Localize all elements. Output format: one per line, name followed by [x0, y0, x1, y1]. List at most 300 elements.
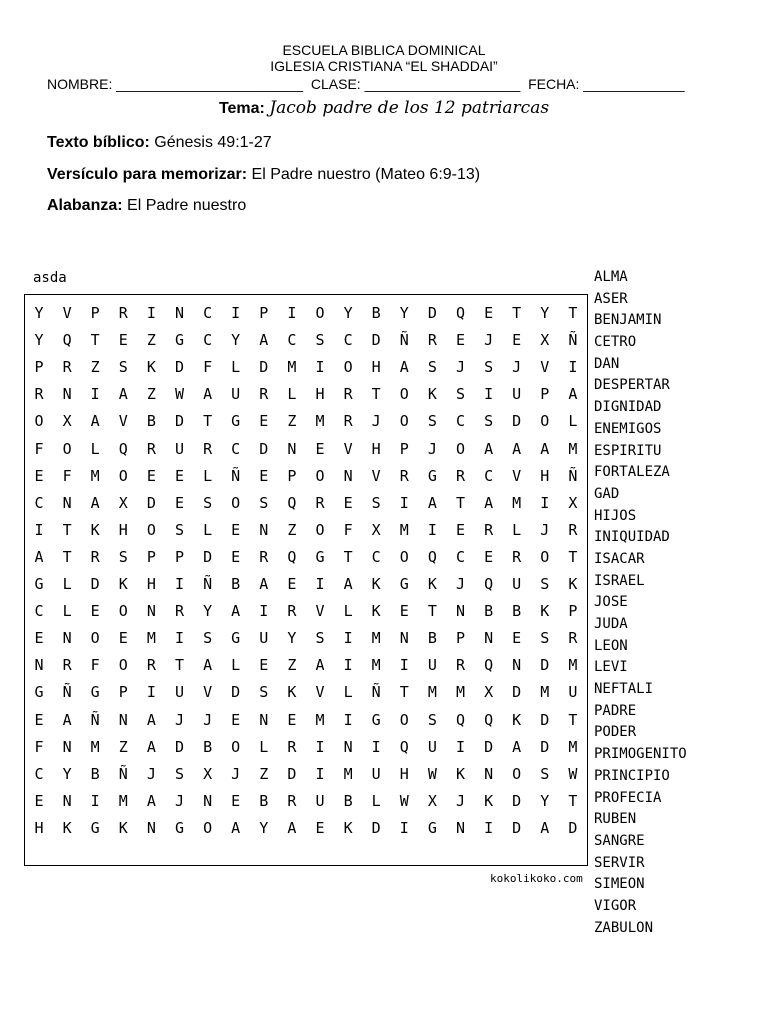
- grid-letter[interactable]: D: [231, 683, 241, 702]
- grid-letter[interactable]: V: [512, 466, 522, 485]
- grid-letter[interactable]: Q: [484, 710, 494, 729]
- grid-letter[interactable]: L: [343, 602, 353, 621]
- grid-letter[interactable]: J: [174, 791, 185, 810]
- grid-letter[interactable]: B: [512, 602, 522, 621]
- grid-letter[interactable]: D: [540, 656, 550, 675]
- grid-letter[interactable]: A: [484, 439, 494, 458]
- grid-letter[interactable]: B: [371, 304, 381, 322]
- grid-letter[interactable]: J: [455, 575, 466, 593]
- grid-letter[interactable]: E: [399, 602, 409, 621]
- grid-letter[interactable]: K: [146, 358, 156, 377]
- grid-letter[interactable]: E: [231, 547, 241, 566]
- grid-letter[interactable]: I: [399, 656, 409, 675]
- grid-letter[interactable]: Z: [90, 358, 100, 377]
- grid-letter[interactable]: F: [34, 737, 44, 756]
- grid-letter[interactable]: T: [174, 656, 185, 675]
- grid-letter[interactable]: X: [568, 493, 578, 512]
- grid-letter[interactable]: B: [203, 737, 213, 756]
- grid-letter[interactable]: S: [203, 629, 213, 648]
- grid-letter[interactable]: Y: [34, 331, 44, 350]
- grid-letter[interactable]: M: [315, 710, 325, 729]
- grid-letter[interactable]: V: [118, 412, 128, 431]
- grid-letter[interactable]: M: [568, 439, 578, 458]
- grid-letter[interactable]: I: [34, 520, 44, 539]
- grid-letter[interactable]: Y: [259, 818, 269, 837]
- grid-letter[interactable]: R: [146, 439, 156, 458]
- grid-letter[interactable]: X: [540, 331, 550, 350]
- grid-letter[interactable]: I: [231, 304, 241, 322]
- grid-letter[interactable]: E: [34, 629, 44, 648]
- grid-letter[interactable]: I: [484, 385, 494, 404]
- grid-letter[interactable]: S: [118, 358, 128, 377]
- grid-letter[interactable]: H: [146, 575, 156, 593]
- grid-letter[interactable]: Q: [287, 547, 297, 566]
- grid-letter[interactable]: H: [34, 818, 44, 837]
- grid-letter[interactable]: S: [455, 385, 466, 404]
- grid-letter[interactable]: K: [427, 575, 437, 593]
- grid-letter[interactable]: H: [399, 764, 409, 783]
- grid-letter[interactable]: Y: [287, 629, 297, 648]
- grid-letter[interactable]: E: [231, 520, 241, 539]
- grid-letter[interactable]: J: [371, 412, 381, 431]
- grid-letter[interactable]: O: [34, 412, 44, 431]
- grid-letter[interactable]: O: [315, 304, 325, 322]
- grid-letter[interactable]: W: [174, 385, 185, 404]
- grid-letter[interactable]: D: [540, 710, 550, 729]
- grid-letter[interactable]: Ñ: [568, 466, 578, 485]
- grid-letter[interactable]: C: [34, 493, 44, 512]
- grid-letter[interactable]: C: [455, 547, 466, 566]
- grid-letter[interactable]: S: [315, 331, 325, 350]
- grid-letter[interactable]: T: [455, 493, 466, 512]
- grid-letter[interactable]: E: [118, 629, 128, 648]
- grid-letter[interactable]: T: [512, 304, 522, 322]
- grid-letter[interactable]: E: [512, 629, 522, 648]
- grid-letter[interactable]: I: [399, 818, 409, 837]
- grid-letter[interactable]: D: [259, 439, 269, 458]
- grid-letter[interactable]: P: [90, 304, 100, 322]
- grid-letter[interactable]: K: [568, 575, 578, 593]
- grid-letter[interactable]: M: [568, 656, 578, 675]
- grid-letter[interactable]: R: [568, 520, 578, 539]
- grid-letter[interactable]: U: [174, 683, 185, 702]
- grid-letter[interactable]: H: [371, 439, 381, 458]
- grid-letter[interactable]: K: [118, 575, 128, 593]
- grid-letter[interactable]: Ñ: [90, 710, 100, 729]
- grid-letter[interactable]: O: [512, 764, 522, 783]
- grid-letter[interactable]: V: [62, 304, 72, 322]
- grid-letter[interactable]: Ñ: [399, 331, 409, 350]
- grid-letter[interactable]: M: [427, 683, 437, 702]
- grid-letter[interactable]: C: [287, 331, 297, 350]
- grid-letter[interactable]: L: [343, 683, 353, 702]
- grid-letter[interactable]: R: [118, 304, 128, 322]
- grid-letter[interactable]: L: [568, 412, 578, 431]
- grid-letter[interactable]: W: [399, 791, 409, 810]
- grid-letter[interactable]: M: [343, 764, 353, 783]
- grid-letter[interactable]: A: [231, 818, 241, 837]
- grid-letter[interactable]: M: [568, 737, 578, 756]
- grid-letter[interactable]: Q: [62, 331, 72, 350]
- grid-letter[interactable]: R: [62, 656, 72, 675]
- grid-letter[interactable]: E: [455, 520, 466, 539]
- grid-letter[interactable]: K: [90, 520, 100, 539]
- grid-letter[interactable]: A: [146, 710, 156, 729]
- grid-letter[interactable]: R: [287, 737, 297, 756]
- grid-letter[interactable]: I: [174, 629, 185, 648]
- grid-letter[interactable]: A: [259, 331, 269, 350]
- grid-letter[interactable]: W: [568, 764, 578, 783]
- grid-letter[interactable]: I: [343, 629, 353, 648]
- grid-letter[interactable]: O: [118, 466, 128, 485]
- grid-letter[interactable]: Z: [287, 656, 297, 675]
- grid-letter[interactable]: E: [118, 331, 128, 350]
- grid-letter[interactable]: G: [174, 331, 185, 350]
- grid-letter[interactable]: D: [512, 412, 522, 431]
- grid-letter[interactable]: K: [427, 385, 437, 404]
- grid-letter[interactable]: C: [203, 304, 213, 322]
- grid-letter[interactable]: H: [118, 520, 128, 539]
- grid-letter[interactable]: R: [174, 602, 185, 621]
- grid-letter[interactable]: B: [146, 412, 156, 431]
- grid-letter[interactable]: Ñ: [371, 683, 381, 702]
- grid-letter[interactable]: L: [371, 791, 381, 810]
- grid-letter[interactable]: B: [259, 791, 269, 810]
- grid-letter[interactable]: E: [315, 439, 325, 458]
- grid-letter[interactable]: E: [146, 466, 156, 485]
- grid-letter[interactable]: P: [34, 358, 44, 377]
- grid-letter[interactable]: A: [146, 737, 156, 756]
- grid-letter[interactable]: T: [203, 412, 213, 431]
- grid-letter[interactable]: E: [90, 602, 100, 621]
- grid-letter[interactable]: E: [315, 818, 325, 837]
- grid-letter[interactable]: I: [427, 520, 437, 539]
- grid-letter[interactable]: A: [62, 710, 72, 729]
- grid-letter[interactable]: E: [455, 331, 466, 350]
- grid-letter[interactable]: T: [568, 304, 578, 322]
- grid-letter[interactable]: S: [540, 575, 550, 593]
- grid-letter[interactable]: M: [90, 466, 100, 485]
- grid-letter[interactable]: K: [371, 602, 381, 621]
- grid-letter[interactable]: O: [399, 547, 409, 566]
- grid-letter[interactable]: N: [118, 710, 128, 729]
- grid-letter[interactable]: Q: [484, 656, 494, 675]
- grid-letter[interactable]: T: [568, 710, 578, 729]
- grid-letter[interactable]: I: [315, 358, 325, 377]
- grid-letter[interactable]: D: [512, 683, 522, 702]
- grid-letter[interactable]: O: [118, 656, 128, 675]
- grid-letter[interactable]: B: [484, 602, 494, 621]
- grid-letter[interactable]: A: [484, 493, 494, 512]
- grid-letter[interactable]: L: [203, 466, 213, 485]
- grid-letter[interactable]: R: [343, 385, 353, 404]
- grid-letter[interactable]: U: [427, 737, 437, 756]
- grid-letter[interactable]: S: [371, 493, 381, 512]
- grid-letter[interactable]: C: [484, 466, 494, 485]
- grid-letter[interactable]: S: [484, 358, 494, 377]
- grid-letter[interactable]: Q: [118, 439, 128, 458]
- grid-letter[interactable]: O: [62, 439, 72, 458]
- grid-letter[interactable]: N: [62, 493, 72, 512]
- grid-letter[interactable]: A: [512, 737, 522, 756]
- grid-letter[interactable]: R: [34, 385, 44, 404]
- grid-letter[interactable]: S: [540, 764, 550, 783]
- grid-letter[interactable]: O: [118, 602, 128, 621]
- grid-letter[interactable]: R: [315, 493, 325, 512]
- grid-letter[interactable]: J: [512, 358, 522, 377]
- grid-letter[interactable]: U: [315, 791, 325, 810]
- grid-letter[interactable]: A: [287, 818, 297, 837]
- grid-letter[interactable]: X: [484, 683, 494, 702]
- grid-letter[interactable]: E: [343, 493, 353, 512]
- grid-letter[interactable]: N: [343, 466, 353, 485]
- grid-letter[interactable]: M: [371, 629, 381, 648]
- grid-letter[interactable]: L: [287, 385, 297, 404]
- grid-letter[interactable]: T: [62, 547, 72, 566]
- grid-letter[interactable]: J: [203, 710, 213, 729]
- grid-letter[interactable]: U: [512, 385, 522, 404]
- grid-letter[interactable]: U: [231, 385, 241, 404]
- grid-letter[interactable]: I: [343, 656, 353, 675]
- grid-letter[interactable]: L: [62, 575, 72, 593]
- grid-letter[interactable]: L: [231, 656, 241, 675]
- grid-letter[interactable]: G: [34, 575, 44, 593]
- grid-letter[interactable]: A: [34, 547, 44, 566]
- grid-letter[interactable]: N: [146, 818, 156, 837]
- grid-letter[interactable]: J: [174, 710, 185, 729]
- grid-letter[interactable]: Z: [287, 412, 297, 431]
- grid-letter[interactable]: I: [343, 710, 353, 729]
- grid-letter[interactable]: N: [174, 304, 185, 322]
- grid-letter[interactable]: P: [455, 629, 466, 648]
- grid-letter[interactable]: Ñ: [62, 683, 72, 702]
- grid-letter[interactable]: A: [540, 439, 550, 458]
- grid-letter[interactable]: C: [34, 602, 44, 621]
- grid-letter[interactable]: A: [90, 412, 100, 431]
- grid-letter[interactable]: E: [231, 791, 241, 810]
- grid-letter[interactable]: C: [343, 331, 353, 350]
- grid-letter[interactable]: N: [146, 602, 156, 621]
- grid-letter[interactable]: S: [315, 629, 325, 648]
- grid-letter[interactable]: R: [287, 791, 297, 810]
- grid-letter[interactable]: W: [427, 764, 437, 783]
- grid-letter[interactable]: D: [174, 358, 185, 377]
- grid-letter[interactable]: C: [203, 331, 213, 350]
- grid-letter[interactable]: B: [343, 791, 353, 810]
- grid-letter[interactable]: S: [484, 412, 494, 431]
- grid-letter[interactable]: E: [259, 466, 269, 485]
- grid-letter[interactable]: E: [484, 304, 494, 322]
- grid-letter[interactable]: S: [203, 493, 213, 512]
- grid-letter[interactable]: T: [399, 683, 409, 702]
- grid-letter[interactable]: F: [203, 358, 213, 377]
- grid-letter[interactable]: N: [62, 737, 72, 756]
- grid-letter[interactable]: Z: [146, 385, 156, 404]
- grid-letter[interactable]: F: [62, 466, 72, 485]
- grid-letter[interactable]: N: [62, 385, 72, 404]
- grid-letter[interactable]: O: [90, 629, 100, 648]
- grid-letter[interactable]: E: [259, 656, 269, 675]
- grid-letter[interactable]: Z: [259, 764, 269, 783]
- grid-letter[interactable]: I: [259, 602, 269, 621]
- grid-letter[interactable]: J: [455, 358, 466, 377]
- grid-letter[interactable]: M: [540, 683, 550, 702]
- grid-letter[interactable]: A: [118, 385, 128, 404]
- grid-letter[interactable]: J: [455, 791, 466, 810]
- grid-letter[interactable]: A: [231, 602, 241, 621]
- grid-letter[interactable]: S: [174, 764, 185, 783]
- grid-letter[interactable]: E: [174, 466, 185, 485]
- grid-letter[interactable]: R: [455, 466, 466, 485]
- grid-letter[interactable]: E: [34, 710, 44, 729]
- grid-letter[interactable]: K: [62, 818, 72, 837]
- grid-letter[interactable]: P: [259, 304, 269, 322]
- grid-letter[interactable]: U: [512, 575, 522, 593]
- grid-letter[interactable]: I: [540, 493, 550, 512]
- grid-letter[interactable]: R: [62, 358, 72, 377]
- grid-letter[interactable]: I: [315, 575, 325, 593]
- grid-letter[interactable]: Y: [34, 304, 44, 322]
- grid-letter[interactable]: G: [231, 412, 241, 431]
- grid-letter[interactable]: J: [146, 764, 156, 783]
- grid-letter[interactable]: X: [371, 520, 381, 539]
- grid-letter[interactable]: E: [287, 575, 297, 593]
- grid-letter[interactable]: A: [512, 439, 522, 458]
- grid-letter[interactable]: R: [259, 385, 269, 404]
- grid-letter[interactable]: D: [427, 304, 437, 322]
- grid-letter[interactable]: T: [343, 547, 353, 566]
- grid-letter[interactable]: E: [287, 710, 297, 729]
- grid-letter[interactable]: I: [287, 304, 297, 322]
- grid-letter[interactable]: E: [259, 412, 269, 431]
- grid-letter[interactable]: Ñ: [118, 764, 128, 783]
- grid-letter[interactable]: G: [371, 710, 381, 729]
- grid-letter[interactable]: U: [174, 439, 185, 458]
- grid-letter[interactable]: X: [427, 791, 437, 810]
- grid-letter[interactable]: N: [259, 710, 269, 729]
- grid-letter[interactable]: D: [287, 764, 297, 783]
- grid-letter[interactable]: E: [484, 547, 494, 566]
- grid-letter[interactable]: Y: [540, 791, 550, 810]
- grid-letter[interactable]: Q: [455, 304, 466, 322]
- grid-letter[interactable]: V: [343, 439, 353, 458]
- grid-letter[interactable]: T: [62, 520, 72, 539]
- grid-letter[interactable]: A: [568, 385, 578, 404]
- grid-letter[interactable]: G: [90, 683, 100, 702]
- grid-letter[interactable]: L: [231, 358, 241, 377]
- grid-letter[interactable]: E: [34, 466, 44, 485]
- grid-letter[interactable]: Ñ: [568, 331, 578, 350]
- grid-letter[interactable]: D: [371, 331, 381, 350]
- grid-letter[interactable]: M: [146, 629, 156, 648]
- grid-letter[interactable]: P: [287, 466, 297, 485]
- grid-letter[interactable]: M: [90, 737, 100, 756]
- grid-letter[interactable]: A: [399, 358, 409, 377]
- grid-letter[interactable]: N: [343, 737, 353, 756]
- grid-letter[interactable]: E: [174, 493, 185, 512]
- grid-letter[interactable]: I: [315, 764, 325, 783]
- grid-letter[interactable]: A: [315, 656, 325, 675]
- grid-letter[interactable]: Y: [399, 304, 409, 322]
- grid-letter[interactable]: M: [371, 656, 381, 675]
- grid-letter[interactable]: G: [427, 466, 437, 485]
- grid-letter[interactable]: F: [90, 656, 100, 675]
- grid-letter[interactable]: X: [203, 764, 213, 783]
- grid-letter[interactable]: V: [315, 602, 325, 621]
- grid-letter[interactable]: D: [512, 791, 522, 810]
- grid-letter[interactable]: O: [399, 710, 409, 729]
- grid-letter[interactable]: Q: [287, 493, 297, 512]
- grid-letter[interactable]: O: [203, 818, 213, 837]
- grid-letter[interactable]: Ñ: [231, 466, 241, 485]
- grid-letter[interactable]: M: [315, 412, 325, 431]
- grid-letter[interactable]: M: [512, 493, 522, 512]
- grid-letter[interactable]: H: [371, 358, 381, 377]
- grid-letter[interactable]: I: [455, 737, 466, 756]
- grid-letter[interactable]: I: [484, 818, 494, 837]
- grid-letter[interactable]: J: [540, 520, 550, 539]
- grid-letter[interactable]: L: [512, 520, 522, 539]
- grid-letter[interactable]: L: [62, 602, 72, 621]
- grid-letter[interactable]: V: [371, 466, 381, 485]
- grid-letter[interactable]: G: [90, 818, 100, 837]
- grid-letter[interactable]: D: [174, 412, 185, 431]
- grid-letter[interactable]: Q: [455, 710, 466, 729]
- grid-letter[interactable]: Y: [62, 764, 72, 783]
- grid-letter[interactable]: M: [455, 683, 466, 702]
- grid-letter[interactable]: D: [146, 493, 156, 512]
- grid-letter[interactable]: G: [315, 547, 325, 566]
- grid-letter[interactable]: I: [146, 683, 156, 702]
- grid-letter[interactable]: M: [118, 791, 128, 810]
- grid-letter[interactable]: D: [371, 818, 381, 837]
- grid-letter[interactable]: T: [568, 547, 578, 566]
- grid-letter[interactable]: A: [259, 575, 269, 593]
- grid-letter[interactable]: O: [315, 520, 325, 539]
- grid-letter[interactable]: H: [540, 466, 550, 485]
- grid-letter[interactable]: S: [540, 629, 550, 648]
- grid-letter[interactable]: P: [540, 385, 550, 404]
- grid-letter[interactable]: K: [484, 791, 494, 810]
- grid-letter[interactable]: E: [512, 331, 522, 350]
- grid-letter[interactable]: N: [259, 520, 269, 539]
- grid-letter[interactable]: N: [455, 602, 466, 621]
- grid-letter[interactable]: K: [512, 710, 522, 729]
- grid-letter[interactable]: B: [231, 575, 241, 593]
- grid-letter[interactable]: U: [568, 683, 578, 702]
- grid-letter[interactable]: A: [343, 575, 353, 593]
- grid-letter[interactable]: R: [399, 466, 409, 485]
- grid-letter[interactable]: G: [399, 575, 409, 593]
- grid-letter[interactable]: I: [90, 385, 100, 404]
- grid-letter[interactable]: K: [371, 575, 381, 593]
- grid-letter[interactable]: S: [427, 358, 437, 377]
- grid-letter[interactable]: K: [540, 602, 550, 621]
- grid-letter[interactable]: I: [315, 737, 325, 756]
- grid-letter[interactable]: Y: [203, 602, 213, 621]
- grid-letter[interactable]: R: [484, 520, 494, 539]
- grid-letter[interactable]: N: [287, 439, 297, 458]
- grid-letter[interactable]: J: [231, 764, 241, 783]
- grid-letter[interactable]: N: [484, 764, 494, 783]
- grid-letter[interactable]: E: [231, 710, 241, 729]
- grid-letter[interactable]: O: [231, 493, 241, 512]
- grid-letter[interactable]: T: [371, 385, 381, 404]
- grid-letter[interactable]: R: [259, 547, 269, 566]
- grid-letter[interactable]: I: [371, 737, 381, 756]
- grid-letter[interactable]: P: [146, 547, 156, 566]
- grid-letter[interactable]: P: [118, 683, 128, 702]
